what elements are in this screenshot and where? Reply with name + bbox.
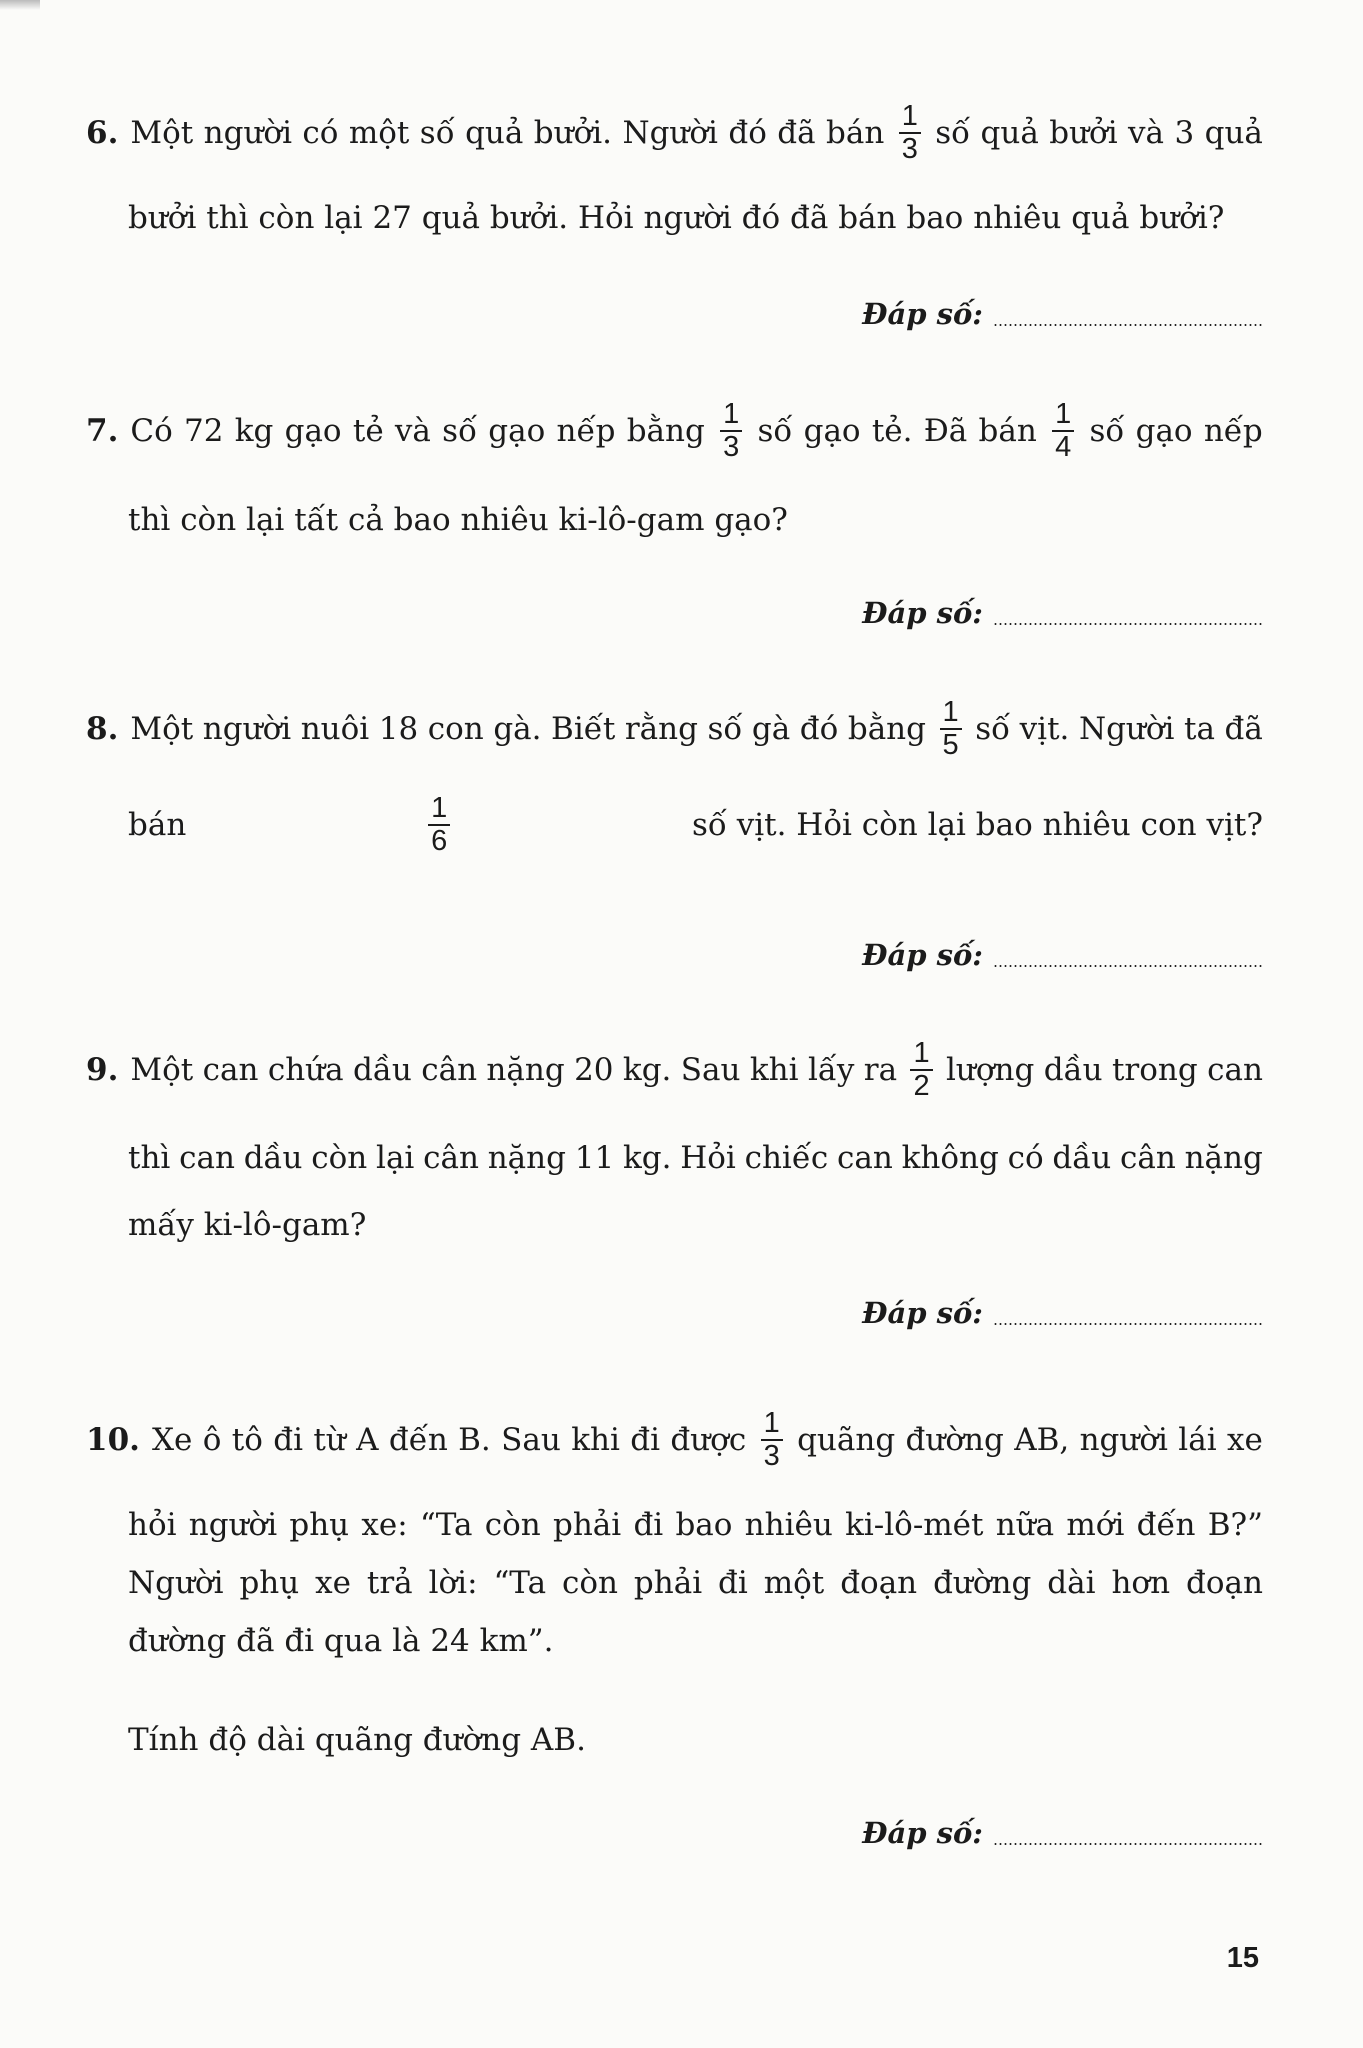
word: số vịt. Hỏi còn lại bao nhiêu con vịt? <box>691 807 1263 843</box>
answer-line <box>843 1811 1263 1855</box>
word: gạo <box>284 413 342 449</box>
fraction <box>428 793 450 858</box>
word: ta <box>1184 711 1215 747</box>
word: có <box>1007 1140 1044 1176</box>
word: một <box>348 115 410 151</box>
answer-line <box>843 591 1263 635</box>
word: “Ta <box>419 1507 473 1543</box>
word: gà. <box>493 711 542 747</box>
word: nếp <box>1203 413 1263 449</box>
word: đến <box>388 1422 448 1458</box>
word: gạo <box>803 413 861 449</box>
word: nhiêu <box>744 1507 833 1543</box>
text-line: thì còn lại tất cả bao nhiêu ki-lô-gam gạo? <box>128 502 788 538</box>
word: gạo <box>488 413 546 449</box>
justified-text <box>128 793 1263 858</box>
word: cân <box>423 1140 479 1176</box>
word: đường <box>905 1422 1004 1458</box>
word: trong <box>1111 1052 1198 1088</box>
fraction-numerator: 1 <box>899 101 921 134</box>
word: Đã <box>923 413 968 449</box>
word: số <box>757 413 793 449</box>
word: xe <box>1226 1422 1263 1458</box>
word: phụ <box>239 1565 300 1601</box>
problem-number: 7. <box>86 413 119 449</box>
word: bằng <box>626 413 705 449</box>
word: đã <box>1224 711 1263 747</box>
word: số <box>935 115 971 151</box>
word: đã <box>777 115 816 151</box>
problem-10-line <box>0 1596 1263 1686</box>
answer-label: Đáp số: <box>862 1296 983 1330</box>
word: số <box>442 413 478 449</box>
word: kg. <box>622 1052 672 1088</box>
word: đó <box>799 711 839 747</box>
word: can <box>1207 1052 1263 1088</box>
word: có <box>302 115 339 151</box>
word: bán <box>128 807 187 843</box>
text-line: mấy ki-lô-gam? <box>128 1207 367 1243</box>
word: bưởi. <box>533 115 613 151</box>
word: rằng <box>624 711 698 747</box>
problem-9-line <box>0 1025 1263 1115</box>
problem-number: 6. <box>86 115 119 151</box>
word: bưởi <box>1049 115 1118 151</box>
word: đó <box>728 115 767 151</box>
answer-label: Đáp số: <box>862 596 983 630</box>
word: cân <box>1119 1140 1176 1176</box>
word: dài <box>1047 1565 1096 1601</box>
fraction-numerator: 1 <box>940 697 962 730</box>
text-line: đường đã đi qua là 24 km”. <box>128 1623 554 1659</box>
answer-blank <box>993 1323 1263 1325</box>
problem-number: 10. <box>86 1422 140 1458</box>
word: bán <box>978 413 1037 449</box>
word: nếp <box>556 413 616 449</box>
fraction <box>940 697 962 762</box>
word: trả <box>366 1565 413 1601</box>
word: và <box>1128 115 1165 151</box>
word: Xe <box>151 1422 193 1458</box>
problem-9-line <box>0 1180 1263 1270</box>
word: nữa <box>995 1507 1055 1543</box>
word: hỏi <box>128 1507 177 1543</box>
problem-number: 8. <box>86 711 119 747</box>
fraction-denominator: 3 <box>723 431 740 463</box>
word: kg <box>234 413 274 449</box>
word: 11 <box>574 1140 615 1176</box>
problem-6-line <box>0 173 1263 263</box>
word: ra <box>863 1052 898 1088</box>
problem-7-line <box>0 386 1263 476</box>
fraction-denominator: 2 <box>913 1070 930 1102</box>
word: khi <box>749 1052 799 1088</box>
answer-blank <box>993 623 1263 625</box>
word: được <box>670 1422 747 1458</box>
answer-blank <box>993 324 1263 326</box>
fraction-denominator: 3 <box>901 133 918 165</box>
word: còn <box>561 1565 618 1601</box>
fraction <box>720 399 742 464</box>
word: B. <box>458 1422 491 1458</box>
justified-text <box>130 1038 1263 1103</box>
word: số <box>1089 413 1125 449</box>
word: 3 <box>1174 115 1195 151</box>
word: lái <box>1178 1422 1217 1458</box>
word: quả <box>465 115 524 151</box>
justified-text <box>130 101 1263 166</box>
fraction-denominator: 6 <box>431 825 448 857</box>
answer-line <box>843 1291 1263 1335</box>
word: không <box>901 1140 999 1176</box>
word: dầu <box>243 1140 303 1176</box>
word: nặng <box>486 1052 565 1088</box>
word: người <box>202 711 292 747</box>
word: và <box>394 413 431 449</box>
word: khi <box>571 1422 620 1458</box>
word: can <box>837 1140 893 1176</box>
word: mới <box>1066 1507 1125 1543</box>
fraction <box>761 1408 783 1473</box>
word: chiếc <box>744 1140 829 1176</box>
word: Một <box>130 711 194 747</box>
text-line: Tính độ dài quãng đường AB. <box>128 1722 586 1758</box>
justified-text <box>128 1140 1263 1176</box>
word: Người <box>1078 711 1175 747</box>
word: ô <box>202 1422 222 1458</box>
answer-label: Đáp số: <box>862 938 983 972</box>
word: quả <box>1204 115 1263 151</box>
answer-label: Đáp số: <box>862 297 983 331</box>
word: dầu <box>353 1052 412 1088</box>
word: bán <box>826 115 885 151</box>
word: lượng <box>946 1052 1035 1088</box>
word: đi <box>273 1422 303 1458</box>
word: người <box>1079 1422 1168 1458</box>
word: Biết <box>551 711 616 747</box>
word: xe: <box>361 1507 408 1543</box>
word: chứa <box>267 1052 344 1088</box>
word: bao <box>675 1507 733 1543</box>
word: lại <box>376 1140 415 1176</box>
word: đi <box>633 1507 664 1543</box>
word: tẻ. <box>871 413 913 449</box>
word: tẻ <box>352 413 384 449</box>
answer-line <box>843 933 1263 977</box>
word: gà <box>751 711 791 747</box>
answer-blank <box>993 1843 1263 1845</box>
word: đoạn <box>1186 1565 1263 1601</box>
word: Hỏi <box>680 1140 736 1176</box>
page-corner-mark <box>0 0 40 10</box>
word: đến <box>1136 1507 1196 1543</box>
word: Sau <box>501 1422 561 1458</box>
word: quãng <box>797 1422 896 1458</box>
word: từ <box>313 1422 346 1458</box>
word: người <box>203 115 293 151</box>
word: phụ <box>289 1507 350 1543</box>
problem-10-line <box>0 1395 1263 1485</box>
problem-8-line <box>0 684 1263 774</box>
word: người <box>188 1507 278 1543</box>
word: thì <box>128 1140 171 1176</box>
word: còn <box>311 1140 368 1176</box>
word: dầu <box>1043 1052 1103 1088</box>
word: phải <box>552 1507 622 1543</box>
fraction <box>910 1038 932 1103</box>
fraction-denominator: 4 <box>1055 431 1072 463</box>
text-line: bưởi thì còn lại 27 quả bưởi. Hỏi người đó đã bán bao nhiêu quả bưởi? <box>128 200 1225 236</box>
word: AB, <box>1014 1422 1070 1458</box>
problem-7-line <box>0 475 1263 565</box>
fraction <box>1052 399 1074 464</box>
word: đi <box>718 1565 748 1601</box>
fraction <box>899 101 921 166</box>
word: số <box>975 711 1011 747</box>
word: đi <box>630 1422 660 1458</box>
problem-10-line <box>0 1695 1263 1785</box>
fraction-denominator: 5 <box>942 729 959 761</box>
word: Một <box>130 115 194 151</box>
fraction-numerator: 1 <box>720 399 742 432</box>
word: lời: <box>428 1565 478 1601</box>
justified-text <box>130 399 1263 464</box>
word: A <box>356 1422 379 1458</box>
word: Người <box>128 1565 224 1601</box>
word: còn <box>484 1507 541 1543</box>
fraction-denominator: 3 <box>763 1440 780 1472</box>
word: số <box>707 711 743 747</box>
word: gạo <box>1135 413 1193 449</box>
answer-blank <box>993 965 1263 967</box>
justified-text <box>152 1408 1263 1473</box>
word: can <box>202 1052 259 1088</box>
justified-text <box>130 697 1263 762</box>
word: đoạn <box>840 1565 918 1601</box>
word: Có <box>130 413 173 449</box>
word: lấy <box>807 1052 855 1088</box>
word: kg. <box>622 1140 672 1176</box>
word: 72 <box>184 413 224 449</box>
word: can <box>179 1140 235 1176</box>
word: “Ta <box>493 1565 547 1601</box>
answer-line <box>843 292 1263 336</box>
word: nặng <box>1184 1140 1263 1176</box>
word: 20 <box>574 1052 614 1088</box>
fraction-numerator: 1 <box>910 1038 932 1071</box>
fraction-numerator: 1 <box>761 1408 783 1441</box>
word: quả <box>980 115 1039 151</box>
problem-6-line <box>0 88 1263 178</box>
word: Sau <box>680 1052 741 1088</box>
word: xe <box>315 1565 351 1601</box>
answer-label: Đáp số: <box>862 1816 983 1850</box>
word: cân <box>421 1052 478 1088</box>
word: đường <box>933 1565 1032 1601</box>
word: 18 <box>378 711 419 747</box>
fraction-numerator: 1 <box>428 793 450 826</box>
word: bằng <box>847 711 926 747</box>
word: một <box>763 1565 825 1601</box>
fraction-numerator: 1 <box>1052 399 1074 432</box>
word: phải <box>633 1565 703 1601</box>
word: số <box>419 115 455 151</box>
word: Một <box>130 1052 194 1088</box>
problem-number: 9. <box>86 1052 119 1088</box>
page-number: 15 <box>1226 1942 1259 1974</box>
problem-8-line <box>0 780 1263 870</box>
word: con <box>427 711 484 747</box>
word: ki-lô-mét <box>845 1507 984 1543</box>
word: nuôi <box>300 711 370 747</box>
word: Người <box>622 115 718 151</box>
word: nặng <box>487 1140 566 1176</box>
word: hơn <box>1111 1565 1171 1601</box>
word: tô <box>231 1422 263 1458</box>
word: B?” <box>1207 1507 1263 1543</box>
word: vịt. <box>1019 711 1070 747</box>
word: dầu <box>1052 1140 1112 1176</box>
